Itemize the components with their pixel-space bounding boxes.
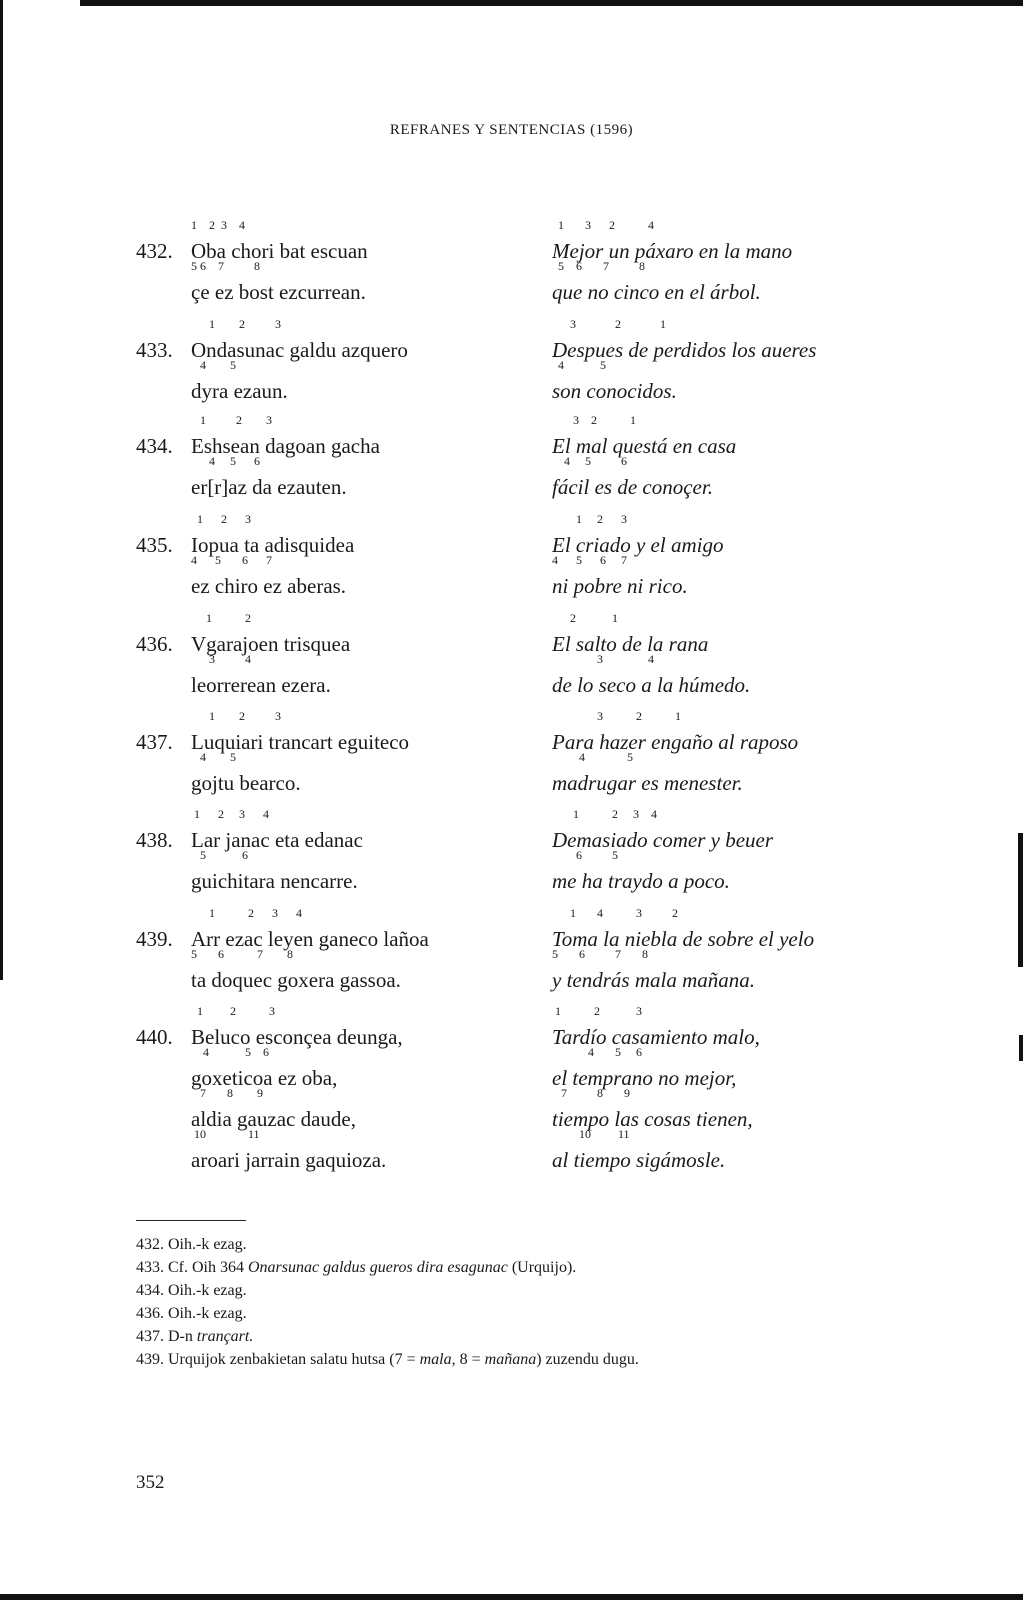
proverb-line: Mejor un páxaro en la mano — [552, 239, 793, 263]
word-order-numbers: 4 5 6 — [552, 454, 627, 468]
footnote — [136, 1279, 936, 1302]
proverb-line: Iopua ta adisquidea — [191, 533, 355, 557]
proverb-line: El mal questá en casa — [552, 434, 737, 458]
proverb-line: aroari jarrain gaquioza. — [191, 1148, 387, 1172]
proverb-line: y tendrás mala mañana. — [552, 968, 755, 992]
word-order-numbers: 4 5 6 — [191, 1045, 269, 1059]
word-order-numbers: 4 5 6 — [191, 454, 260, 468]
footnote-text: 434. Oih.-k ezag. — [136, 1282, 247, 1299]
proverb-line: leorrerean ezera. — [191, 673, 331, 697]
word-order-numbers: 4 5 6 7 — [552, 553, 627, 567]
word-order-numbers: 2 1 — [552, 611, 618, 625]
footnote-text: ) zuzendu dugu. — [536, 1351, 639, 1368]
word-order-numbers: 1 2 3 4 — [191, 218, 245, 232]
proverb-line: ez chiro ez aberas. — [191, 574, 347, 598]
proverb-line: Oba chori bat escuan — [191, 239, 368, 263]
word-order-numbers: 7 8 9 — [191, 1086, 263, 1100]
word-order-numbers: 4 5 6 7 — [191, 553, 272, 567]
scan-mark-right-small — [1019, 1035, 1023, 1061]
word-order-numbers: 5 6 7 8 — [552, 947, 648, 961]
proverb-number: 439. — [136, 927, 173, 951]
proverb-line: Ondasunac galdu azquero — [191, 338, 408, 362]
proverb-line: El salto de la rana — [552, 632, 709, 656]
running-title: REFRANES Y SENTENCIAS (1596) — [389, 122, 634, 138]
proverb-line: Vgarajoen trisquea — [191, 632, 351, 656]
footnote-text: 436. Oih.-k ezag. — [136, 1305, 247, 1322]
word-order-numbers: 3 4 — [191, 652, 251, 666]
word-order-numbers: 1 2 3 — [191, 1004, 275, 1018]
word-order-numbers: 1 2 3 4 — [191, 906, 302, 920]
footnote-quote: mañana — [484, 1351, 537, 1368]
proverb-line: Toma la niebla de sobre el yelo — [552, 927, 815, 951]
proverb-number: 436. — [136, 632, 173, 656]
footnote-quote: mala — [419, 1351, 452, 1368]
proverb-line: Para hazer engaño al raposo — [552, 730, 799, 754]
word-order-numbers: 10 11 — [552, 1127, 630, 1141]
word-order-numbers: 1 2 3 — [552, 1004, 642, 1018]
proverb-line: Demasiado comer y beuer — [552, 828, 774, 852]
proverb-number: 434. — [136, 434, 173, 458]
word-order-numbers: 3 2 1 — [552, 413, 636, 427]
word-order-numbers: 1 2 3 — [552, 512, 627, 526]
footnote-quote: Onarsunac galdus gueros dira esagunac — [248, 1259, 508, 1276]
word-order-numbers: 1 2 — [191, 611, 251, 625]
word-order-numbers: 5 6 7 8 — [552, 259, 645, 273]
word-order-numbers: 3 2 1 — [552, 709, 681, 723]
proverb-line: ni pobre ni rico. — [552, 574, 688, 598]
scan-border-top — [80, 0, 1023, 6]
proverb-line: madrugar es menester. — [552, 771, 743, 795]
word-order-numbers: 5 6 7 8 — [191, 259, 260, 273]
proverb-number: 438. — [136, 828, 173, 852]
proverb-line: ta doquec goxera gassoa. — [191, 968, 401, 992]
footnote-text: 437. D-n — [136, 1328, 197, 1345]
word-order-numbers: 6 5 — [552, 848, 618, 862]
word-order-numbers: 1 2 3 4 — [552, 807, 657, 821]
footnote — [136, 1302, 936, 1325]
proverb-line: de lo seco a la húmedo. — [552, 673, 751, 697]
footnote — [136, 1233, 936, 1256]
proverb-line: Tardío casamiento malo, — [552, 1025, 760, 1049]
proverb-line: guichitara nencarre. — [191, 869, 358, 893]
word-order-numbers: 5 6 — [191, 848, 248, 862]
proverb-line: Lar janac eta edanac — [191, 828, 363, 852]
footnote-quote: trançart. — [196, 1328, 254, 1345]
word-order-numbers: 1 2 3 — [191, 512, 251, 526]
proverb-line: gojtu bearco. — [191, 771, 301, 795]
proverb-line: Luquiari trancart eguiteco — [191, 730, 410, 754]
scan-mark-right — [1018, 833, 1023, 967]
word-order-numbers: 1 2 3 4 — [191, 807, 269, 821]
proverb-number: 432. — [136, 239, 173, 263]
word-order-numbers: 10 11 — [191, 1127, 260, 1141]
word-order-numbers: 4 5 — [552, 750, 633, 764]
footnotes — [136, 1233, 936, 1371]
proverb-number: 440. — [136, 1025, 173, 1049]
proverb-line: aldia gauzac daude, — [191, 1107, 356, 1131]
word-order-numbers: 3 2 1 — [552, 317, 666, 331]
page-number: 352 — [136, 1472, 165, 1493]
word-order-numbers: 7 8 9 — [552, 1086, 630, 1100]
proverb-line: fácil es de conoçer. — [552, 475, 713, 499]
proverb-line: el temprano no mejor, — [552, 1066, 737, 1090]
proverb-line: Arr ezac leyen ganeco lañoa — [191, 927, 429, 951]
proverb-line: er[r]az da ezauten. — [191, 475, 347, 499]
proverb-line: goxeticoa ez oba, — [191, 1066, 338, 1090]
proverb-line: son conocidos. — [552, 379, 677, 403]
footnote-text: 432. Oih.-k ezag. — [136, 1236, 247, 1253]
word-order-numbers: 1 3 2 4 — [552, 218, 654, 232]
proverb-number: 435. — [136, 533, 173, 557]
proverb-line: al tiempo sigámosle. — [552, 1148, 726, 1172]
footnote — [136, 1325, 936, 1348]
footnote — [136, 1348, 936, 1371]
proverb-line: me ha traydo a poco. — [552, 869, 730, 893]
word-order-numbers: 4 5 — [191, 750, 236, 764]
proverb-line: Despues de perdidos los aueres — [552, 338, 817, 362]
proverb-line: que no cinco en el árbol. — [552, 280, 761, 304]
footnote-rule — [136, 1220, 246, 1221]
footnote-text: 439. Urquijok zenbakietan salatu hutsa (7 = — [136, 1351, 420, 1368]
word-order-numbers: 4 5 6 — [552, 1045, 642, 1059]
scan-border-left — [0, 0, 3, 980]
word-order-numbers: 4 5 — [191, 358, 236, 372]
footnote — [136, 1256, 936, 1279]
word-order-numbers: 5 6 7 8 — [191, 947, 293, 961]
word-order-numbers: 3 4 — [552, 652, 654, 666]
footnote-text: (Urquijo). — [507, 1259, 577, 1276]
proverb-line: dyra ezaun. — [191, 379, 288, 403]
proverb-line: tiempo las cosas tienen, — [552, 1107, 753, 1131]
proverb-number: 437. — [136, 730, 173, 754]
proverb-number: 433. — [136, 338, 173, 362]
word-order-numbers: 1 2 3 — [191, 317, 281, 331]
word-order-numbers: 4 5 — [552, 358, 606, 372]
proverb-line: Beluco esconçea deunga, — [191, 1025, 403, 1049]
proverb-line: çe ez bost ezcurrean. — [191, 280, 366, 304]
word-order-numbers: 1 4 3 2 — [552, 906, 678, 920]
proverb-line: El criado y el amigo — [552, 533, 724, 557]
footnote-text: , 8 = — [451, 1351, 485, 1368]
word-order-numbers: 1 2 3 — [191, 709, 281, 723]
scan-border-bottom — [0, 1594, 1023, 1600]
word-order-numbers: 1 2 3 — [191, 413, 272, 427]
proverb-line: Eshsean dagoan gacha — [191, 434, 380, 458]
footnote-text: 433. Cf. Oih 364 — [136, 1259, 248, 1276]
